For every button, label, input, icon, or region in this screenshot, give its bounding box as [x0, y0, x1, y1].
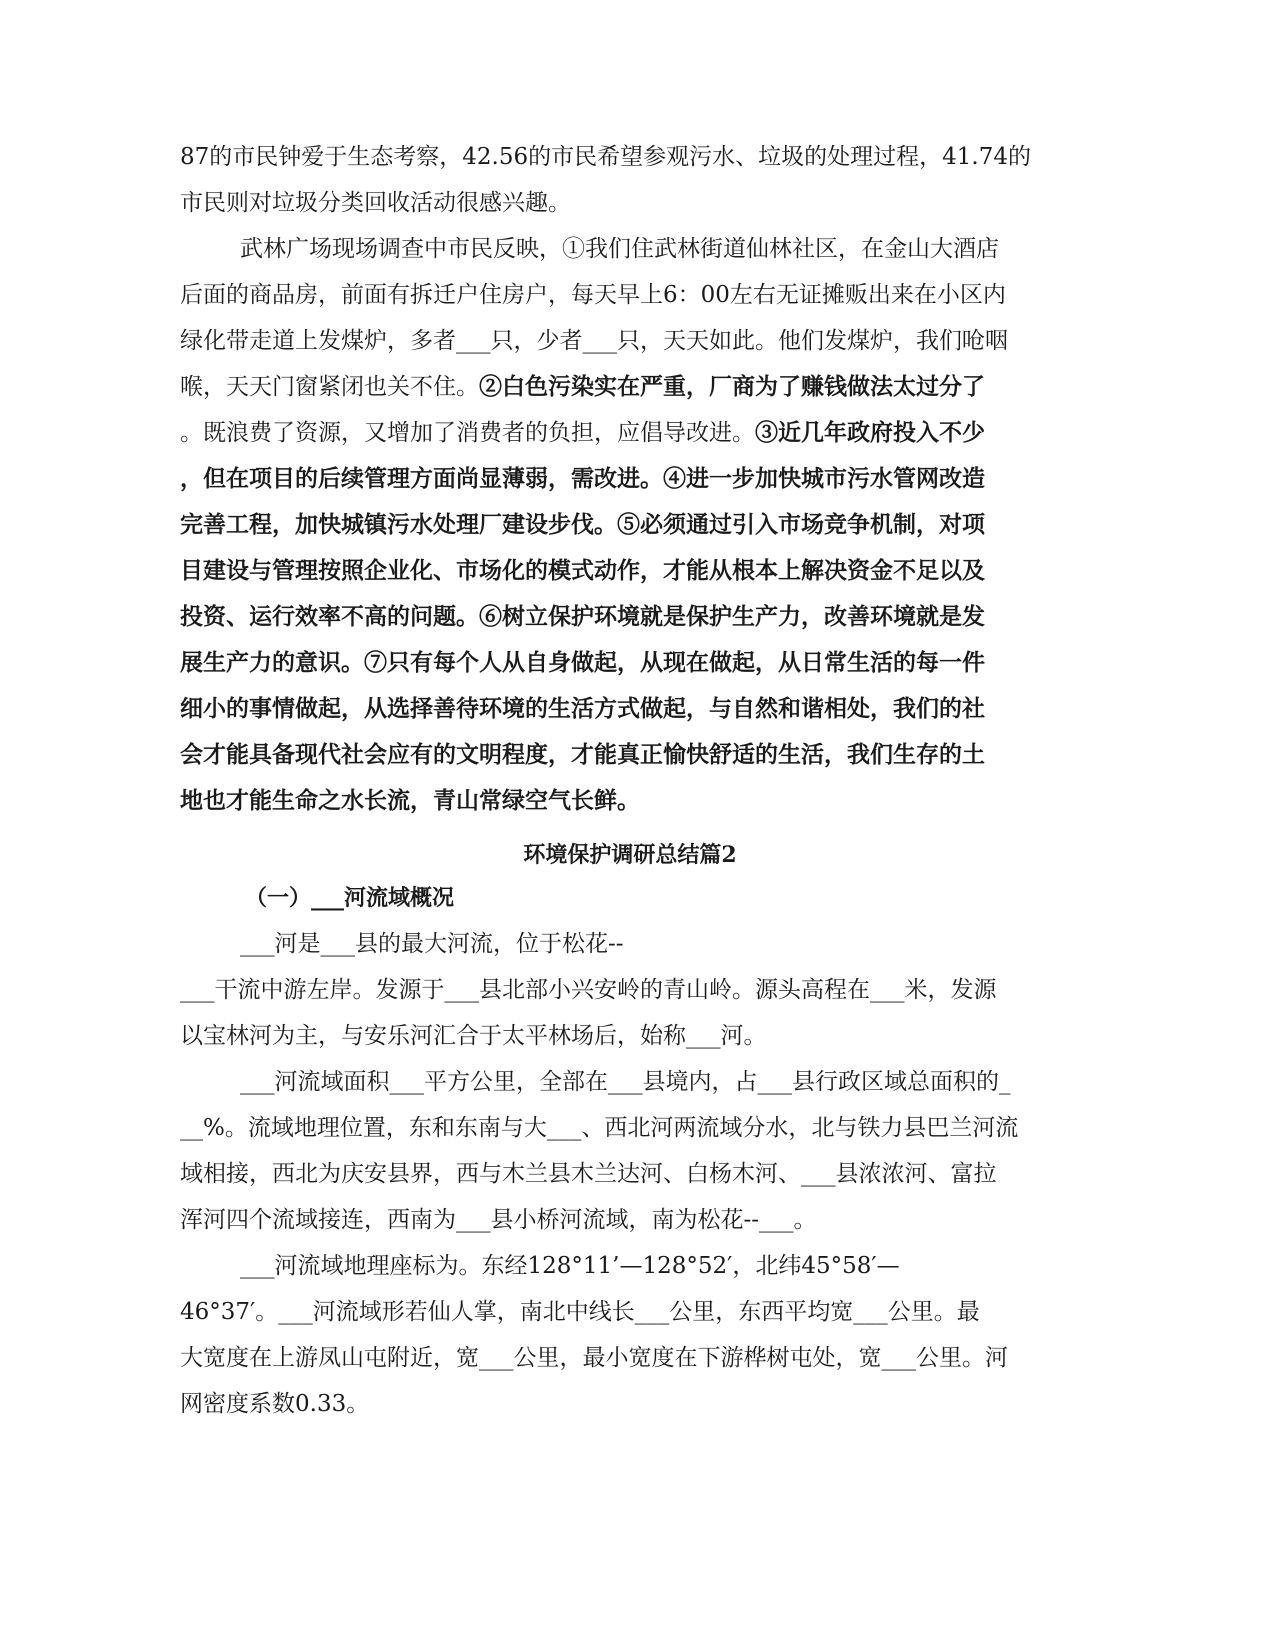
paragraph-line: __%。流域地理位置，东和东南与大___、西北河两流域分水，北与铁力县巴兰河流 — [180, 1115, 1019, 1141]
paragraph-line: 绿化带走道上发煤炉，多者___只，少者___只，天天如此。他们发煤炉，我们呛咽 — [180, 328, 1008, 354]
paragraph-line: 后面的商品房，前面有拆迁户住房户，每天早上6：00左右无证摊贩出来在小区内 — [180, 282, 1006, 308]
paragraph-line: 域相接，西北为庆安县界，西与木兰县木兰达河、白杨木河、___县浓浓河、富拉 — [180, 1161, 997, 1187]
paragraph-line: 87的市民钟爱于生态考察，42.56的市民希望参观污水、垃圾的处理过程，41.74的 — [180, 144, 1031, 170]
section-heading: 环境保护调研总结篇2 — [523, 842, 737, 868]
paragraph-line: 展生产力的意识。⑦只有每个人从自身做起，从现在做起，从日常生活的每一件 — [180, 649, 985, 676]
paragraph-line: 完善工程，加快城镇污水处理厂建设步伐。⑤必须通过引入市场竞争机制，对项 — [180, 511, 985, 538]
paragraph-line: ，但在项目的后续管理方面尚显薄弱，需改进。④进一步加快城市污水管网改造 — [180, 465, 985, 492]
paragraph-line: 以宝林河为主，与安乐河汇合于太平林场后，始称___河。 — [180, 1023, 767, 1049]
paragraph-line: ___干流中游左岸。发源于___县北部小兴安岭的青山岭。源头高程在___米，发源 — [180, 977, 997, 1003]
paragraph-line: 目建设与管理按照企业化、市场化的模式动作，才能从根本上解决资金不足以及 — [180, 557, 985, 584]
line-segment-bold: ②白色污染实在严重，厂商为了赚钱做法太过分了 — [479, 373, 985, 400]
paragraph-line: 投资、运行效率不高的问题。⑥树立保护环境就是保护生产力，改善环境就是发 — [180, 603, 985, 630]
paragraph-line: 地也才能生命之水长流，青山常绿空气长鲜。 — [180, 787, 640, 814]
paragraph-line: ___河流域面积___平方公里，全部在___县境内，占___县行政区域总面积的_ — [240, 1069, 1011, 1095]
paragraph-line: ___河是___县的最大河流，位于松花-- — [240, 931, 624, 957]
paragraph-line: 细小的事情做起，从选择善待环境的生活方式做起，与自然和谐相处，我们的社 — [180, 695, 985, 722]
paragraph-line: 浑河四个流域接连，西南为___县小桥河流域，南为松花--___。 — [180, 1207, 817, 1233]
paragraph-line: 武林广场现场调查中市民反映，①我们住武林街道仙林社区，在金山大酒店 — [240, 236, 999, 262]
paragraph-line: 市民则对垃圾分类回收活动很感兴趣。 — [180, 190, 571, 216]
paragraph-line — [180, 413, 1080, 453]
paragraph-line: 网密度系数0.33。 — [180, 1391, 370, 1417]
paragraph-line: 大宽度在上游凤山屯附近，宽___公里，最小宽度在下游桦树屯处，宽___公里。河 — [180, 1345, 1008, 1371]
subsection-heading: （一）___河流域概况 — [245, 885, 455, 911]
paragraph-line: ___河流域地理座标为。东经128°11’—128°52′，北纬45°58′— — [240, 1253, 900, 1279]
line-segment: 喉，天天门窗紧闭也关不住。 — [180, 374, 479, 400]
line-segment-bold: ③近几年政府投入不少 — [755, 419, 985, 446]
paragraph-line: 46°37′。___河流域形若仙人掌，南北中线长___公里，东西平均宽___公里。最 — [180, 1299, 980, 1325]
paragraph-line — [180, 367, 1080, 407]
line-segment: 。既浪费了资源，又增加了消费者的负担，应倡导改进。 — [180, 420, 755, 446]
paragraph-line: 会才能具备现代社会应有的文明程度，才能真正愉快舒适的生活，我们生存的土 — [180, 741, 985, 768]
